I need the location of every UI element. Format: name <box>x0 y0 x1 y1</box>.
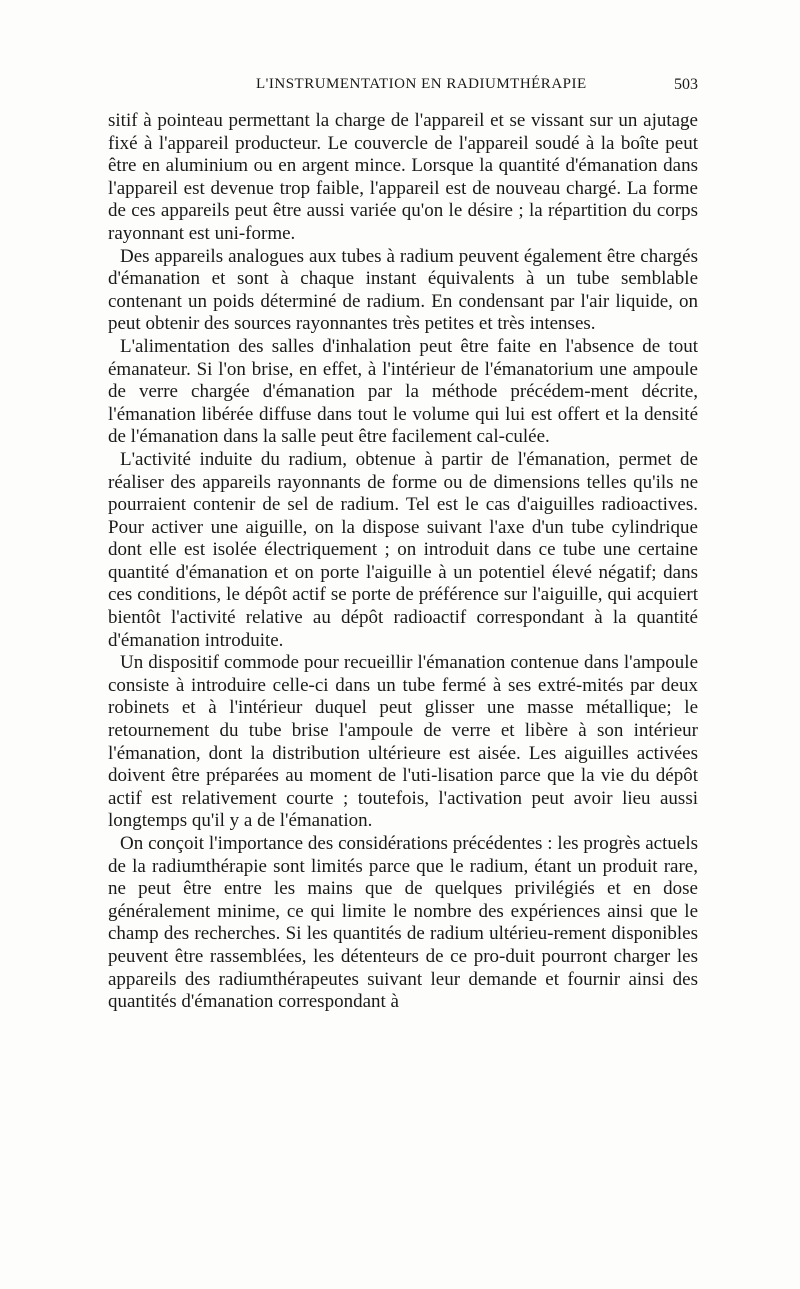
running-head <box>108 72 698 96</box>
paragraph-importance: On conçoit l'importance des considérations précédentes : les progrès actuels de la radiumthérapie sont limités parce que le radium, étant un produit rare, ne peut être entre les mains que de quelques privilégiés et en dose généralement minime, ce qui limite le nombre des expériences ainsi que le champ des recherches. Si les quantités de radium ultérieu-rement disponibles peuvent être rassemblées, les détenteurs de ce pro-duit pourront charger les appareils des radiumthérapeutes suivant leur demande et fournir ainsi des quantités d'émanation correspondant à <box>108 833 698 1013</box>
paragraph-continuation: sitif à pointeau permettant la charge de l'appareil et se vissant sur un ajutage fixé à l'appareil producteur. Le couvercle de l'appareil soudé à la boîte peut être en aluminium ou en argent mince. Lorsque la quantité d'émanation dans l'appareil est devenue trop faible, l'appareil est de nouveau chargé. La forme de ces appareils peut être aussi variée qu'on le désire ; la répartition du corps rayonnant est uni-forme. <box>108 110 698 244</box>
body-text <box>108 110 698 1014</box>
running-title: L'INSTRUMENTATION EN RADIUMTHÉRAPIE <box>256 76 587 92</box>
paragraph-activite-induite: L'activité induite du radium, obtenue à partir de l'émanation, permet de réaliser des appareils rayonnants de forme ou de dimensions telles qu'ils ne pourraient contenir de sel de radium. Tel est le cas d'aiguilles radioactives. Pour activer une aiguille, on la dispose suivant l'axe d'un tube cylindrique dont elle est isolée électriquement ; on introduit dans ce tube une certaine quantité d'émanation et on porte l'aiguille à un potentiel élevé négatif; dans ces conditions, le dépôt actif se porte de préférence sur l'aiguille, qui acquiert bientôt l'activité relative au dépôt radioactif correspondant à la quantité d'émanation introduite. <box>108 448 698 651</box>
page-number: 503 <box>674 76 698 93</box>
paragraph-tube-appareils: Des appareils analogues aux tubes à radium peuvent également être chargés d'émanation et sont à chaque instant équivalents à un tube semblable contenant un poids déterminé de radium. En condensant par l'air liquide, on peut obtenir des sources rayonnantes très petites et très intenses. <box>108 245 698 335</box>
paragraph-dispositif-commode: Un dispositif commode pour recueillir l'émanation contenue dans l'ampoule consiste à introduire celle-ci dans un tube fermé à ses extré-mités par deux robinets et à l'intérieur duquel peut glisser une masse métallique; le retournement du tube brise l'ampoule de verre et libère à son intérieur l'émanation, dont la distribution ultérieure est aisée. Les aiguilles activées doivent être préparées au moment de l'uti-lisation parce que la vie du dépôt actif est relativement courte ; toutefois, l'activation peut avoir lieu aussi longtemps qu'il y a de l'émanation. <box>108 652 698 832</box>
paragraph-salles-inhalation: L'alimentation des salles d'inhalation peut être faite en l'absence de tout émanateur. Si l'on brise, en effet, à l'intérieur de l'émanatorium une ampoule de verre chargée d'émanation par la méthode précédem-ment décrite, l'émanation libérée diffuse dans tout le volume qui lui est offert et la densité de l'émanation dans la salle peut être facilement cal-culée. <box>108 335 698 448</box>
